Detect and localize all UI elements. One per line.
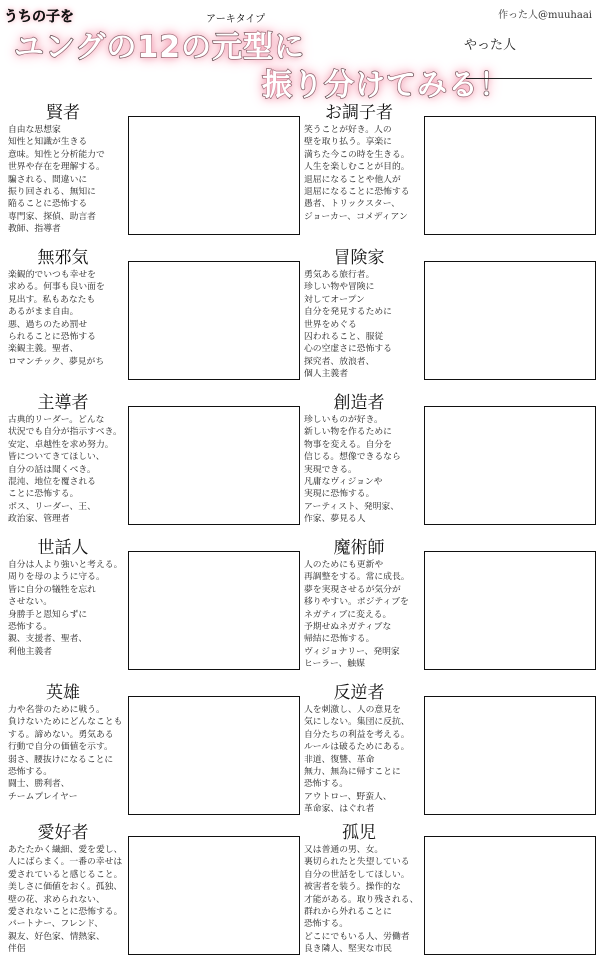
- archetype-desc: 自分は人より強いと考える。 周りを母のように守る。 皆に自分の犠牲を忘れ させない。 身勝手と恩知らずに 恐怖する。 親、支援者、聖者、 利他主義者: [8, 560, 123, 657]
- archetype-name: 魔術師: [333, 538, 385, 558]
- archetype-desc: 又は普通の男、女。 裏切られたと失望している 自分の世話をしてほしい。 被害者を装う。操作的な 才能がある。取り残される、 群れから外れることに 恐怖する。 どこにでもいる人、労働者 良き隣人、堅実な市民: [304, 845, 419, 955]
- archetype-desc: 古典的リーダー。どんな 状況でも自分が指示すべき。 安定、卓越性を求め努力。 皆についてきてほしい、 自分の話は聞くべき。 混沌、地位を覆される ことに恐怖する。 ボス、リーダー、王、 政治家、管理者: [8, 415, 122, 525]
- archetype-card-caregiver: [3, 531, 299, 674]
- archetype-desc: 笑うことが好き。人の 壁を取り払う。享楽に 満ちた今この時を生きる。 人生を楽しむことが目的。 退屈になることや他人が 退屈になることに恐怖する 愚者、トリックスター、 ジョーカー、コメディアン: [304, 125, 410, 222]
- archetype-card-jester: [299, 96, 595, 239]
- archetype-name: お調子者: [325, 103, 393, 123]
- archetype-name: 反逆者: [333, 683, 385, 703]
- archetype-name: 英雄: [46, 683, 80, 703]
- archetype-desc: 楽観的でいつも幸せを 求める。何事も良い面を 見出す。私もあなたも あるがまま自由。 悪、過ちのため罰せ られることに恐怖する 楽観主義。聖者、 ロマンチック、夢見がち: [8, 270, 105, 367]
- archetype-card-ruler: [3, 386, 299, 529]
- archetype-card-magician: [299, 531, 595, 674]
- character-box[interactable]: [128, 836, 300, 955]
- character-box[interactable]: [424, 551, 596, 670]
- archetype-desc: 勇気ある旅行者。 珍しい物や冒険に 対してオープン 自分を発見するために 世界をめぐる 囚われること、服従 心の空虚さに恐怖する 探究者、放浪者、 個人主義者: [304, 270, 392, 380]
- archetype-desc: あたたかく繊細、愛を愛し、 人にばらまく。一番の幸せは 愛されていると感じること。 美しさに価値をおく。孤独、 壁の花、求められない、 愛されないことに恐怖する。 パートナー、フレンド、 親友、好色家、情熱家、 伴侶: [8, 845, 123, 955]
- character-box[interactable]: [424, 261, 596, 380]
- title-small: うちの子を: [4, 9, 74, 25]
- archetype-card-lover: [3, 816, 299, 959]
- archetype-name: 無邪気: [37, 248, 89, 268]
- character-box[interactable]: [424, 836, 596, 955]
- archetype-card-creator: [299, 386, 595, 529]
- character-box[interactable]: [128, 261, 300, 380]
- archetype-card-innocent: [3, 241, 299, 384]
- page-title: ユングの12の元型に: [14, 30, 306, 65]
- character-box[interactable]: [424, 406, 596, 525]
- character-box[interactable]: [128, 696, 300, 815]
- archetype-card-explorer: [299, 241, 595, 384]
- title-ruby: アーキタイプ: [206, 14, 266, 25]
- character-box[interactable]: [128, 406, 300, 525]
- archetype-card-orphan: [299, 816, 595, 959]
- archetype-name: 賢者: [46, 103, 80, 123]
- page-subtitle: 振り分けてみる！: [262, 68, 510, 103]
- archetype-desc: 力や名誉のために戦う。 負けないためにどんなことも する。諦めない。勇気ある 行動で自分の価値を示す。 弱さ、腰抜けになることに 恐怖する。 闘士、勝利者、 チームプレイヤー: [8, 705, 123, 802]
- archetype-desc: 珍しいものが好き。 新しい物を作るために 物事を変える。自分を 信じる。想像できるなら 実現できる。 凡庸なヴィジョンや 実現に恐怖する。 アーティスト、発明家、 作家、夢見る人: [304, 415, 401, 525]
- archetype-card-sage: [3, 96, 299, 239]
- player-name-line[interactable]: [466, 78, 592, 79]
- archetype-name: 冒険家: [333, 248, 385, 268]
- character-box[interactable]: [424, 696, 596, 815]
- archetype-card-hero: [3, 676, 299, 819]
- archetype-card-rebel: [299, 676, 595, 819]
- archetype-desc: 人を刺激し、人の意見を 気にしない。集団に反抗、 自分たちの利益を考える。 ルールは破るためにある。 非道、復讐、革命 無力、無為に帰すことに 恐怖する。 アウトロー、野蛮人、 革命家、はぐれ者: [304, 705, 410, 815]
- player-label: やった人: [464, 38, 517, 53]
- character-box[interactable]: [128, 116, 300, 235]
- archetype-name: 主導者: [37, 393, 89, 413]
- credit-text: 作った人@muuhaai: [498, 10, 592, 21]
- character-box[interactable]: [424, 116, 596, 235]
- archetype-name: 世話人: [37, 538, 89, 558]
- archetype-name: 愛好者: [37, 823, 89, 843]
- archetype-desc: 自由な思想家 知性と知識が生きる 意味。知性と分析能力で 世界や存在を理解する。 騙される、間違いに 振り回される、無知に 陥ることに恐怖する 専門家、探偵、助言者 教師、指導者: [8, 125, 105, 235]
- archetype-desc: 人のためにも更新や 再調整をする。常に成長。 夢を実現させるが気分が 移りやすい。ポジティブを ネガティブに変える。 予期せぬネガティブな 帰結に恐怖する。 ヴィジョナリー、発明家 ヒーラー、触媒: [304, 560, 410, 670]
- archetype-name: 孤児: [342, 823, 376, 843]
- archetype-name: 創造者: [333, 393, 385, 413]
- character-box[interactable]: [128, 551, 300, 670]
